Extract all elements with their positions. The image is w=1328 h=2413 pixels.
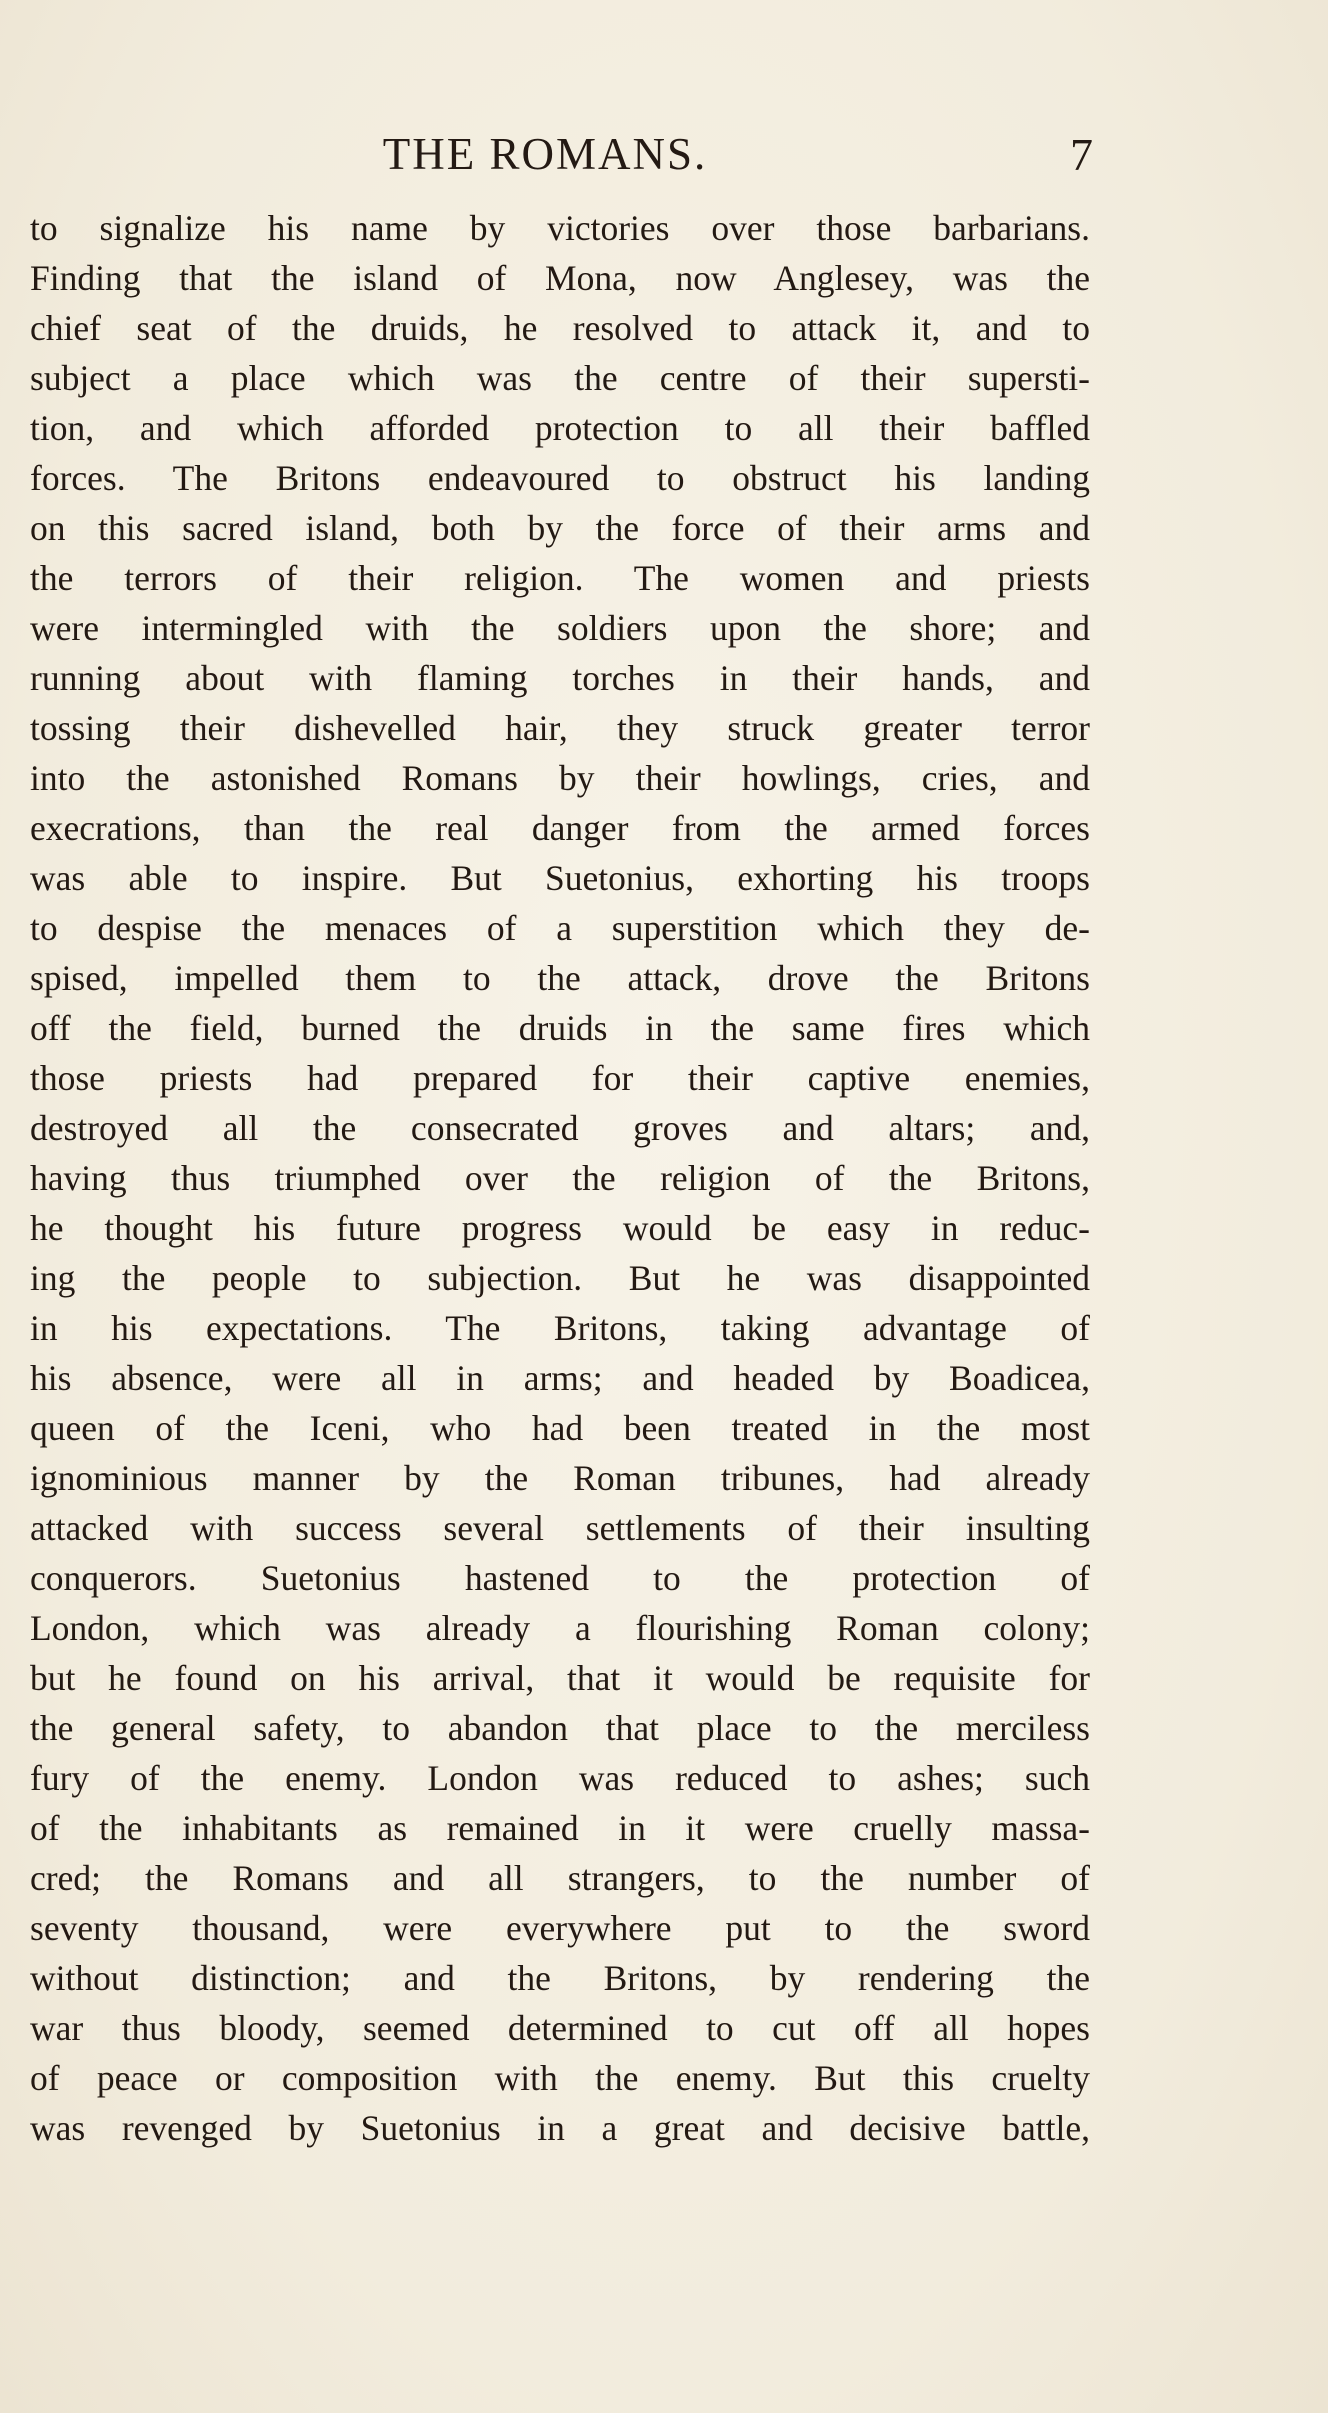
text-line: execrations, than the real danger from the armed forces	[30, 808, 1090, 848]
text-line: but he found on his arrival, that it would be requisite for	[30, 1658, 1090, 1698]
text-line: subject a place which was the centre of their supersti-	[30, 358, 1090, 398]
text-line: seventy thousand, were everywhere put to the sword	[30, 1908, 1090, 1948]
text-line: off the field, burned the druids in the same fires which	[30, 1008, 1090, 1048]
text-line: conquerors. Suetonius hastened to the protection of	[30, 1558, 1090, 1598]
text-line: spised, impelled them to the attack, drove the Britons	[30, 958, 1090, 998]
text-line: ing the people to subjection. But he was disappointed	[30, 1258, 1090, 1298]
text-line: ignominious manner by the Roman tribunes, had already	[30, 1458, 1090, 1498]
running-head	[30, 128, 1093, 188]
text-line: of the inhabitants as remained in it were cruelly massa-	[30, 1808, 1090, 1848]
text-line: in his expectations. The Britons, taking advantage of	[30, 1308, 1090, 1348]
text-line: attacked with success several settlements of their insulting	[30, 1508, 1090, 1548]
text-line: the general safety, to abandon that place to the merciless	[30, 1708, 1090, 1748]
text-line: having thus triumphed over the religion of the Britons,	[30, 1158, 1090, 1198]
text-line: on this sacred island, both by the force of their arms and	[30, 508, 1090, 548]
text-line: war thus bloody, seemed determined to cut off all hopes	[30, 2008, 1090, 2048]
text-line: he thought his future progress would be easy in reduc-	[30, 1208, 1090, 1248]
text-line: London, which was already a flourishing Roman colony;	[30, 1608, 1090, 1648]
text-line: queen of the Iceni, who had been treated in the most	[30, 1408, 1090, 1448]
text-line: to signalize his name by victories over those barbarians.	[30, 208, 1090, 248]
text-line: into the astonished Romans by their howlings, cries, and	[30, 758, 1090, 798]
text-line: Finding that the island of Mona, now Anglesey, was the	[30, 258, 1090, 298]
text-line: those priests had prepared for their captive enemies,	[30, 1058, 1090, 1098]
text-line: forces. The Britons endeavoured to obstruct his landing	[30, 458, 1090, 498]
body-text	[30, 203, 1090, 2153]
text-line: destroyed all the consecrated groves and altars; and,	[30, 1108, 1090, 1148]
text-line: of peace or composition with the enemy. But this cruelty	[30, 2058, 1090, 2098]
text-line: without distinction; and the Britons, by rendering the	[30, 1958, 1090, 1998]
text-line: tossing their dishevelled hair, they struck greater terror	[30, 708, 1090, 748]
text-line: chief seat of the druids, he resolved to attack it, and to	[30, 308, 1090, 348]
text-line: fury of the enemy. London was reduced to ashes; such	[30, 1758, 1090, 1798]
text-line: his absence, were all in arms; and headed by Boadicea,	[30, 1358, 1090, 1398]
text-line: were intermingled with the soldiers upon the shore; and	[30, 608, 1090, 648]
text-line: running about with flaming torches in their hands, and	[30, 658, 1090, 698]
text-line: was able to inspire. But Suetonius, exhorting his troops	[30, 858, 1090, 898]
page-number: 7	[1070, 129, 1093, 180]
text-line: cred; the Romans and all strangers, to the number of	[30, 1858, 1090, 1898]
text-line: tion, and which afforded protection to all their baffled	[30, 408, 1090, 448]
running-head-title: THE ROMANS.	[382, 129, 708, 179]
text-line: was revenged by Suetonius in a great and decisive battle,	[30, 2108, 1090, 2148]
text-line: to despise the menaces of a superstition which they de-	[30, 908, 1090, 948]
text-line: the terrors of their religion. The women and priests	[30, 558, 1090, 598]
